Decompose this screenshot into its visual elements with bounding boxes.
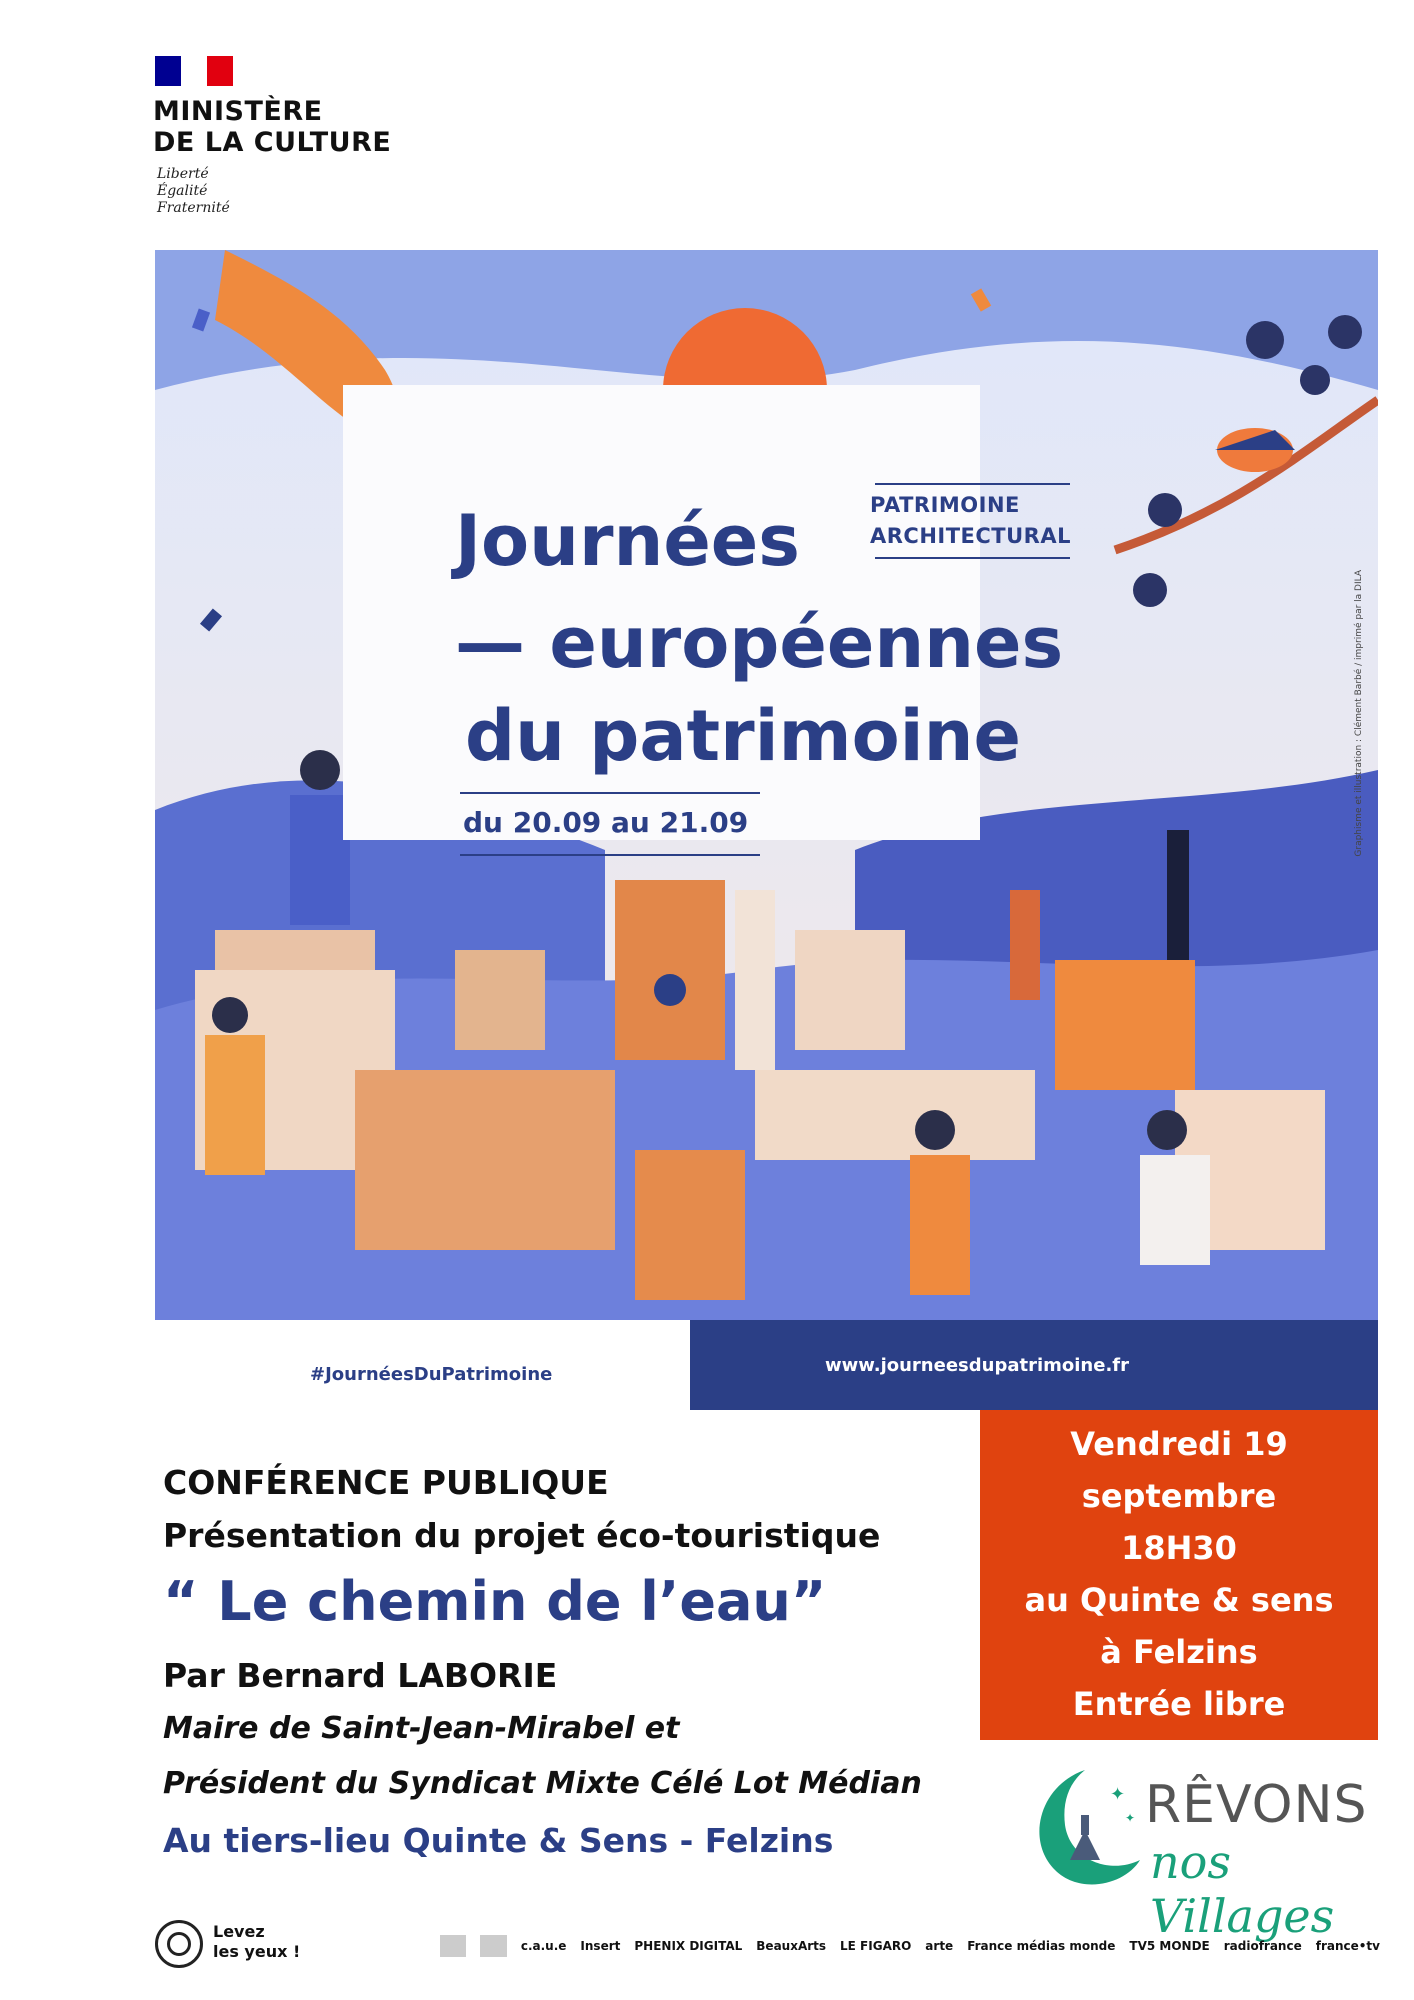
- marianne-flag-logo: [155, 56, 233, 86]
- person-icon: [300, 750, 340, 790]
- revons-word: RÊVONS: [1145, 1775, 1368, 1835]
- conference-venue: Au tiers-lieu Quinte & Sens - Felzins: [163, 1821, 834, 1860]
- speaker-role-1: Maire de Saint-Jean-Mirabel et: [163, 1711, 680, 1746]
- motto-liberte: Liberté: [157, 166, 209, 182]
- event-info-box: [980, 1410, 1378, 1740]
- moon-village-icon: [1015, 1760, 1145, 1900]
- event-month: septembre: [1081, 1477, 1277, 1515]
- eu-flag-icon: [440, 1935, 466, 1957]
- conference-title: “ Le chemin de l’eau”: [163, 1570, 827, 1633]
- revons-subtitle: nos Villages: [1150, 1835, 1335, 1943]
- sponsor-logos: [440, 1935, 1380, 1957]
- ministry-title: [153, 96, 391, 158]
- sponsor-insert: Insert: [580, 1939, 621, 1953]
- republic-motto: [157, 166, 230, 217]
- heritage-days-poster: [155, 250, 1378, 1410]
- cathedral-icon: [615, 880, 725, 1060]
- event-entry: Entrée libre: [1072, 1685, 1286, 1723]
- poster-subtitle: [870, 490, 1071, 552]
- motto-egalite: Égalité: [157, 183, 208, 199]
- sponsor-francetv: france•tv: [1315, 1939, 1380, 1953]
- sponsor-tv5: TV5 MONDE: [1129, 1939, 1210, 1953]
- event-town: à Felzins: [1100, 1633, 1258, 1671]
- svg-text:✦: ✦: [1110, 1784, 1126, 1805]
- revons-nos-villages-logo: [1015, 1760, 1385, 1943]
- poster-hashtag: #JournéesDuPatrimoine: [310, 1364, 553, 1385]
- motto-fraternite: Fraternité: [157, 200, 230, 216]
- sponsor-caue: c.a.u.e: [520, 1939, 567, 1953]
- poster-subtitle-line1: PATRIMOINE: [870, 493, 1020, 517]
- event-day: Vendredi 19: [1070, 1425, 1288, 1463]
- sponsor-fmm: France médias monde: [967, 1939, 1116, 1953]
- levez-line1: Levez: [213, 1922, 265, 1941]
- svg-text:✦: ✦: [1125, 1811, 1136, 1825]
- levez-les-yeux-icon: [155, 1920, 203, 1968]
- poster-dates: du 20.09 au 21.09: [463, 806, 749, 839]
- lighthouse-icon: [1167, 830, 1189, 980]
- conference-subtitle: Présentation du projet éco-touristique: [163, 1516, 881, 1555]
- poster-credit: Graphisme et illustration : Clément Barbé / imprimé par la DILA: [1354, 570, 1364, 857]
- sponsor-figaro: LE FIGARO: [840, 1939, 912, 1953]
- poster-title-line1: Journées: [455, 500, 800, 582]
- ministry-title-line2: DE LA CULTURE: [153, 127, 392, 158]
- event-time: 18H30: [1121, 1529, 1237, 1567]
- ministry-title-line1: MINISTÈRE: [153, 96, 323, 127]
- speaker-role-2: Président du Syndicat Mixte Célé Lot Médian: [163, 1766, 922, 1801]
- conference-speaker: Par Bernard LABORIE: [163, 1656, 558, 1695]
- poster-subtitle-line2: ARCHITECTURAL: [870, 524, 1071, 548]
- council-of-europe-icon: [480, 1935, 506, 1957]
- poster-url[interactable]: www.journeesdupatrimoine.fr: [825, 1355, 1129, 1376]
- sponsor-beauxarts: BeauxArts: [756, 1939, 827, 1953]
- event-place: au Quinte & sens: [1024, 1581, 1334, 1619]
- poster-title-line3: du patrimoine: [465, 695, 1021, 777]
- levez-line2: les yeux !: [213, 1942, 301, 1961]
- sponsor-radiofrance: radiofrance: [1223, 1939, 1302, 1953]
- sponsor-phenix: PHENIX DIGITAL: [634, 1939, 743, 1953]
- conference-label: CONFÉRENCE PUBLIQUE: [163, 1463, 609, 1502]
- poster-title-line2: — européennes: [455, 602, 1064, 684]
- sponsor-arte: arte: [925, 1939, 954, 1953]
- levez-les-yeux-label: [213, 1922, 300, 1962]
